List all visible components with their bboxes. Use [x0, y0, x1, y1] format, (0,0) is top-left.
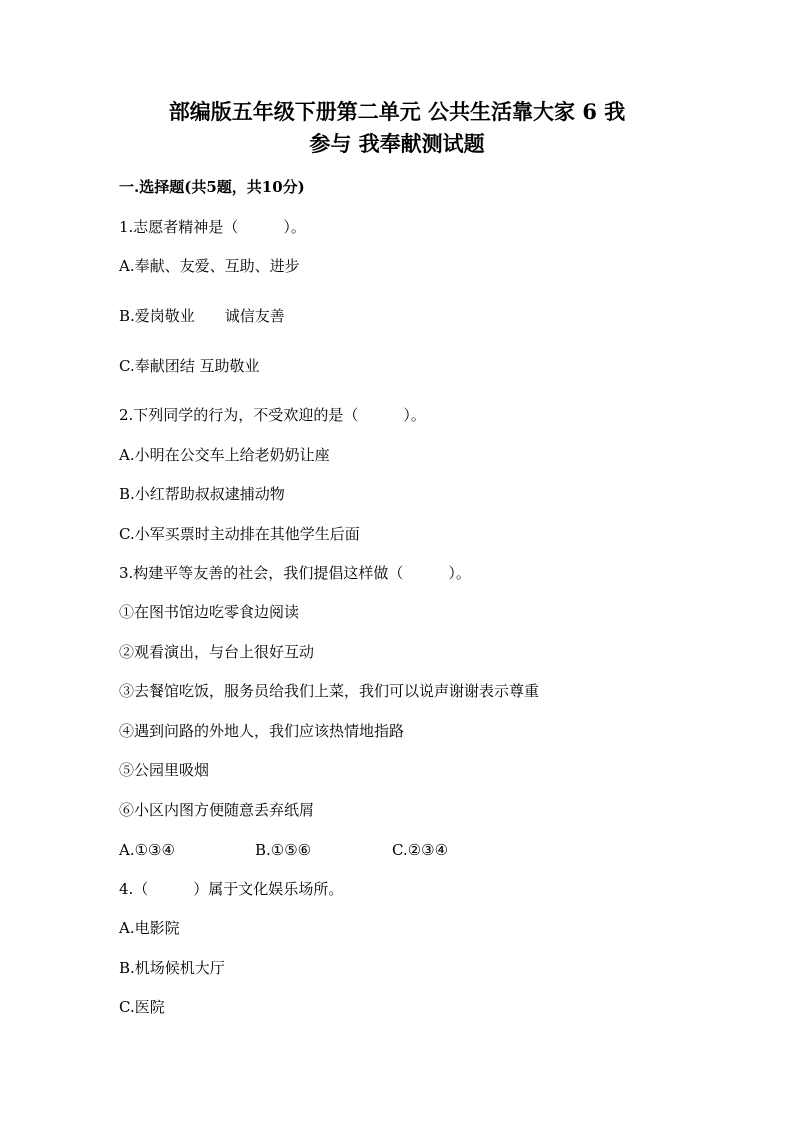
question-3-item-4: ④遇到问路的外地人，我们应该热情地指路: [119, 722, 405, 740]
question-3-option-c: C.②③④: [392, 841, 449, 859]
question-3-stem: 3.构建平等友善的社会，我们提倡这样做（ ）。: [119, 564, 471, 582]
question-4-option-c: C.医院: [119, 998, 165, 1016]
question-3-item-1: ①在图书馆边吃零食边阅读: [119, 603, 300, 621]
document-title-line-2: 参与 我奉献测试题: [309, 131, 485, 156]
question-2-stem: 2.下列同学的行为，不受欢迎的是（ ）。: [119, 406, 426, 424]
question-1-option-c: C.奉献团结 互助敬业: [119, 357, 260, 375]
question-4-stem: 4.（ ）属于文化娱乐场所。: [119, 880, 344, 898]
question-4-option-b: B.机场候机大厅: [119, 959, 225, 977]
question-4-option-a: A.电影院: [119, 919, 180, 937]
question-3-item-3: ③去餐馆吃饭，服务员给我们上菜，我们可以说声谢谢表示尊重: [119, 682, 540, 700]
question-1-option-b: B.爱岗敬业 诚信友善: [119, 307, 285, 325]
question-1-stem: 1.志愿者精神是（ ）。: [119, 218, 306, 236]
question-2-option-a: A.小明在公交车上给老奶奶让座: [119, 446, 330, 464]
section-heading: 一.选择题(共5题，共10分): [119, 178, 305, 196]
question-3-option-b: B.①⑤⑥: [255, 841, 312, 859]
question-3-item-2: ②观看演出，与台上很好互动: [119, 643, 315, 661]
question-2-option-b: B.小红帮助叔叔逮捕动物: [119, 485, 285, 503]
question-3-item-5: ⑤公园里吸烟: [119, 761, 210, 779]
question-3-item-6: ⑥小区内图方便随意丢弃纸屑: [119, 801, 315, 819]
document-title-line-1: 部编版五年级下册第二单元 公共生活靠大家 6 我: [168, 99, 626, 124]
question-2-option-c: C.小军买票时主动排在其他学生后面: [119, 525, 360, 543]
question-1-option-a: A.奉献、友爱、互助、进步: [119, 257, 300, 275]
question-3-option-a: A.①③④: [119, 841, 175, 859]
